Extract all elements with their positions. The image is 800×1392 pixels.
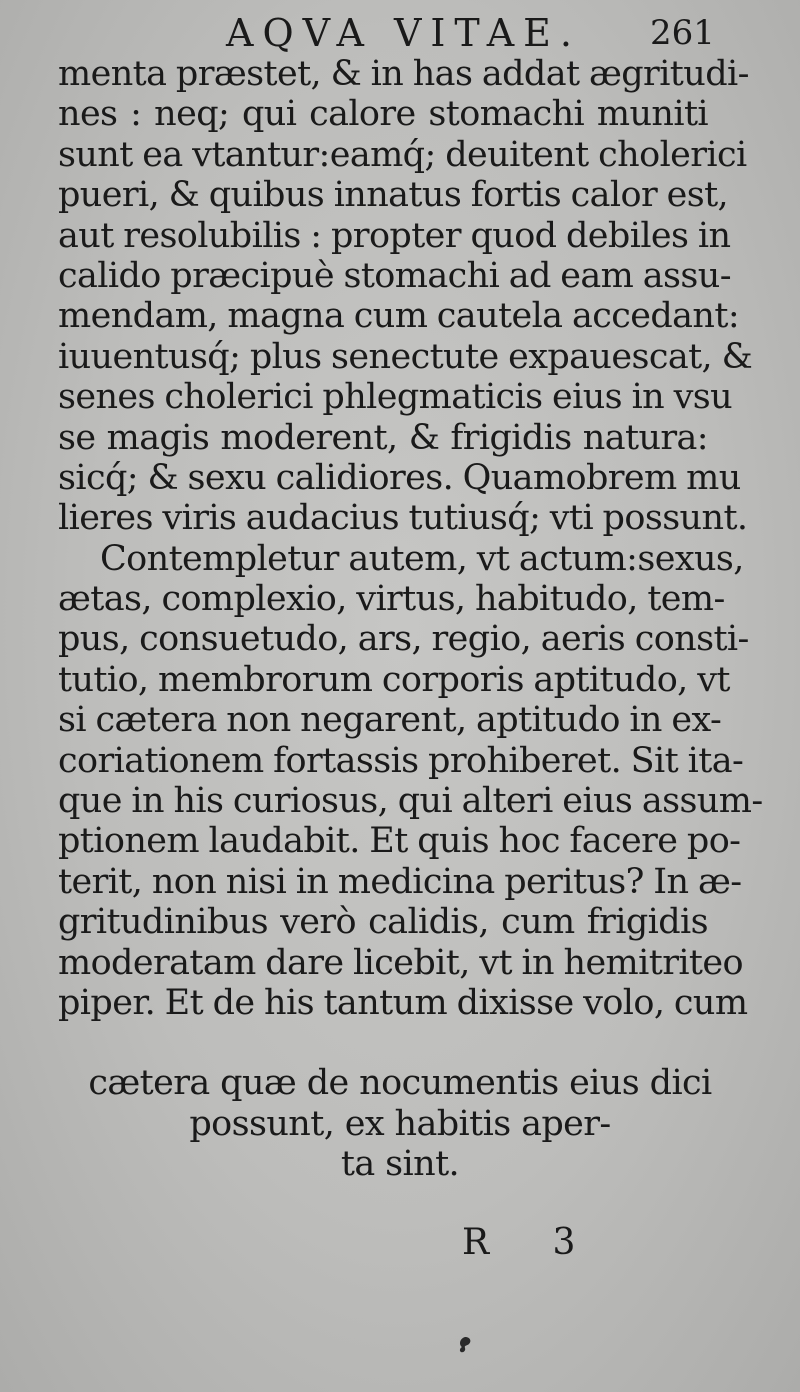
closing-line: ta sint. — [340, 1144, 460, 1184]
text-line: sunt ea vtantur:eamq́; deuitent cholerici — [58, 134, 747, 175]
text-line: que in his curiosus, qui alteri eius assum- — [58, 781, 763, 822]
closing-line: cætera quæ de nocumentis eius dici — [88, 1063, 712, 1103]
printer-ornament-icon — [456, 1335, 474, 1355]
running-title: AQVA VITAE. — [226, 11, 581, 55]
text-line: terit, non nisi in medicina peritus? In æ- — [58, 861, 742, 902]
text-line: senes cholerici phlegmaticis eius in vsu — [58, 377, 733, 418]
text-line: se magis moderent, & frigidis natura: — [58, 417, 708, 458]
text-line: pus, consuetudo, ars, regio, aeris consti- — [58, 619, 749, 660]
paragraph-start-line: Contempletur autem, vt actum:sexus, — [100, 538, 744, 579]
text-line: ætas, complexio, virtus, habitudo, tem- — [58, 579, 725, 620]
text-line: ptionem laudabit. Et quis hoc facere po- — [58, 821, 741, 862]
text-line: si cætera non negarent, aptitudo in ex- — [58, 700, 722, 741]
text-line: iuuentusq́; plus senectute expauescat, & — [58, 336, 753, 377]
text-line: moderatam dare licebit, vt in hemitriteo — [58, 942, 743, 983]
text-line: pueri, & quibus innatus fortis calor est, — [58, 175, 729, 216]
text-line: aut resolubilis : propter quod debiles in — [58, 215, 731, 256]
text-line: sicq́; & sexu calidiores. Quamobrem mu — [58, 457, 741, 498]
text-line: lieres viris audacius tutiusq́; vti possunt. — [58, 498, 748, 539]
text-line: nes : neq; qui calore stomachi muniti — [58, 94, 708, 135]
body-text — [58, 54, 763, 1023]
text-line: calido præcipuè stomachi ad eam assu- — [58, 255, 731, 296]
closing-line: possunt, ex habitis aper- — [189, 1104, 611, 1144]
page-number: 261 — [650, 13, 715, 53]
text-line: menta præstet, & in has addat ægritudi- — [58, 54, 749, 94]
text-line: piper. Et de his tantum dixisse volo, cum — [58, 982, 748, 1023]
text-line: tutio, membrorum corporis aptitudo, vt — [58, 659, 730, 700]
text-line: mendam, magna cum cautela accedant: — [58, 296, 740, 337]
text-line: gritudinibus verò calidis, cum frigidis — [58, 902, 708, 943]
text-line: coriationem fortassis prohiberet. Sit ita- — [58, 740, 744, 781]
page-header — [0, 10, 800, 56]
signature-mark: R 3 — [462, 1222, 602, 1263]
